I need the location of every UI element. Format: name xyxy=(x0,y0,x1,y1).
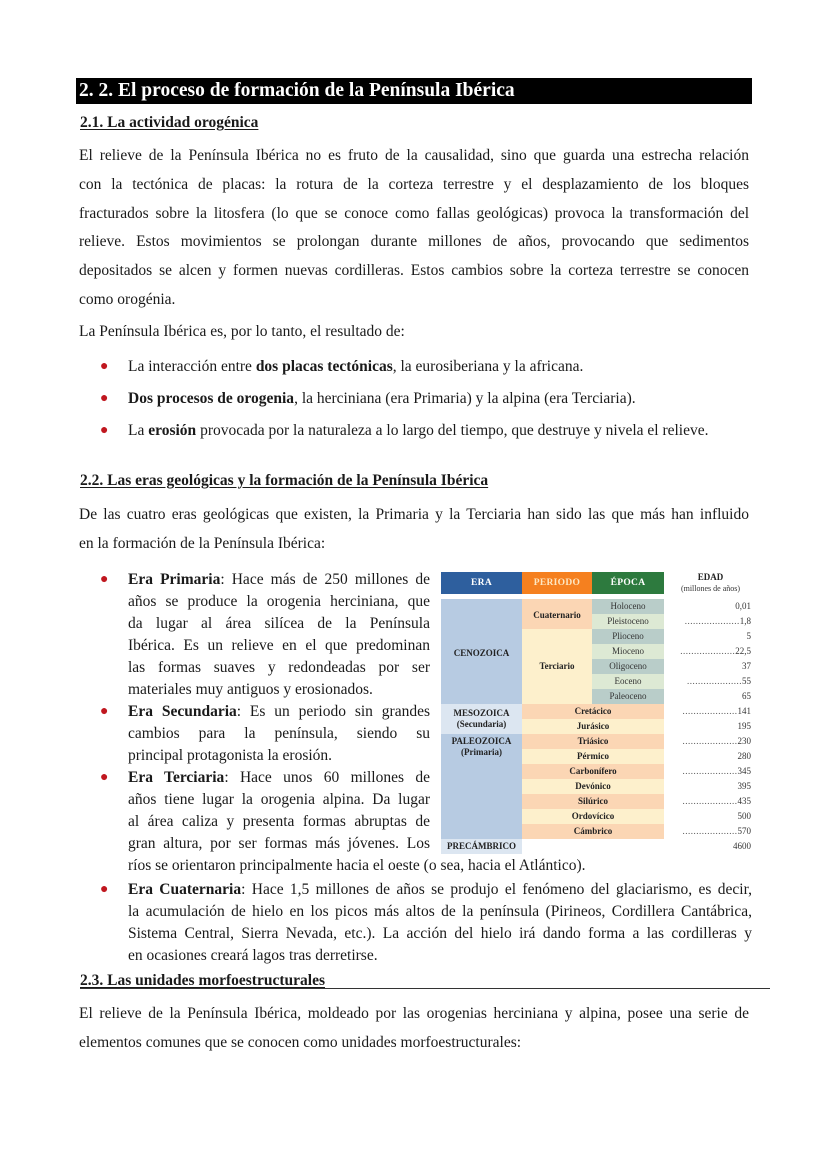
header-epoca: ÉPOCA xyxy=(592,572,664,594)
text-line: fracturados sobre la litosfera (lo que se conoce como fallas geológicas) provoca la transformación del xyxy=(79,204,749,222)
bold-text: Era Primaria xyxy=(128,571,221,588)
age-value: 65 xyxy=(742,691,751,701)
text-line: gran altura, por ser formas más jóvenes. Los xyxy=(128,835,430,852)
text-line: Ibérica. Es un relieve en el que predominan xyxy=(128,637,430,654)
bold-text: Dos procesos de orogenia xyxy=(128,390,295,407)
text-line: la acumulación de hielo en los picos más altos de la península (Pirineos, Cordillera Cantábrica, xyxy=(128,903,752,920)
section-title: 2. 2. El proceso de formación de la Península Ibérica xyxy=(76,78,752,104)
heading-underline-rule xyxy=(80,988,770,989)
epoca-cell: Pleistoceno xyxy=(592,614,664,629)
text-line: las formas suaves y redondeadas por ser xyxy=(128,659,430,676)
age-value: 570 xyxy=(737,826,751,836)
text-line: al área caliza y presenta formas abruptas de xyxy=(128,813,430,830)
age-value: 500 xyxy=(737,811,751,821)
periodo-cell: Silúrico xyxy=(522,794,664,809)
age-cell xyxy=(664,674,757,689)
age-value: 22,5 xyxy=(735,646,751,656)
header-periodo: PERIODO xyxy=(522,572,592,594)
epoca-cell: Eoceno xyxy=(592,674,664,689)
age-value: 345 xyxy=(737,766,751,776)
age-cell xyxy=(664,629,757,644)
text-line: en la formación de la Península Ibérica: xyxy=(79,534,326,552)
bold-text: Era Secundaria xyxy=(128,703,237,720)
age-value: 395 xyxy=(737,781,751,791)
age-cell xyxy=(664,704,757,719)
age-value: 0,01 xyxy=(735,601,751,611)
text-line: como orogénia. xyxy=(79,290,176,308)
periodo-cuaternario: Cuaternario xyxy=(522,599,592,629)
age-cell xyxy=(664,614,757,629)
age-cell xyxy=(664,779,757,794)
list-item-era-secundaria xyxy=(100,701,430,767)
heading-2-3: 2.3. Las unidades morfoestructurales xyxy=(80,972,325,989)
bullet-icon: ● xyxy=(100,391,109,406)
periodo-cell: Triásico xyxy=(522,734,664,749)
text: La interacción entre xyxy=(128,358,256,375)
age-value: 55 xyxy=(742,676,751,686)
bold-text: erosión xyxy=(148,422,197,439)
epoca-cell: Holoceno xyxy=(592,599,664,614)
epoca-cell: Paleoceno xyxy=(592,689,664,704)
era-label: PALEOZOICA xyxy=(451,736,512,746)
periodo-cell: Cámbrico xyxy=(522,824,664,839)
paragraph-orogenic-activity xyxy=(79,142,749,315)
leader-dots: .................... xyxy=(682,796,738,806)
era-sublabel: (Primaria) xyxy=(461,747,502,757)
text: provocada por la naturaleza a lo largo del tiempo, que destruye y nivela el relieve. xyxy=(196,422,709,439)
header-era: ERA xyxy=(441,572,522,594)
bullet-icon: ● xyxy=(100,882,109,897)
bullet-icon: ● xyxy=(100,704,109,719)
list-item xyxy=(100,415,760,447)
paragraph-eras-intro xyxy=(79,501,749,559)
age-value: 230 xyxy=(737,736,751,746)
text: : Hace más de 250 millones de xyxy=(220,571,430,588)
text: La xyxy=(128,422,149,439)
text-line: De las cuatro eras geológicas que existen, la Primaria y la Terciaria han sido las que más han influido xyxy=(79,506,749,523)
epoca-cell: Mioceno xyxy=(592,644,664,659)
text-line: con la tectónica de placas: la rotura de la corteza terrestre y el desplazamiento de los bloques xyxy=(79,175,749,193)
text-line: principal protagonista la erosión. xyxy=(128,747,333,764)
text: , la eurosiberiana y la africana. xyxy=(392,358,584,375)
bullet-icon: ● xyxy=(100,423,109,438)
text-line: elementos comunes que se conocen como unidades morfoestructurales: xyxy=(79,1033,522,1051)
age-cell xyxy=(664,809,757,824)
periodo-cell: Carbonífero xyxy=(522,764,664,779)
age-value: 1,8 xyxy=(739,616,751,626)
era-label: MESOZOICA xyxy=(453,708,510,718)
text-line: materiales muy antiguos y erosionados. xyxy=(128,681,373,698)
list-item xyxy=(100,383,760,415)
text: : Hace 1,5 millones de años se produjo el fenómeno del glaciarismo, es decir, xyxy=(241,881,753,898)
age-value: 141 xyxy=(737,706,751,716)
age-cell xyxy=(664,599,757,614)
header-edad-label: EDAD xyxy=(697,572,724,582)
text-line: en ocasiones creará lagos tras derretirse. xyxy=(128,947,378,964)
text-line: años se produce la orogenia herciniana, que xyxy=(128,593,430,610)
age-value: 195 xyxy=(737,721,751,731)
heading-2-2: 2.2. Las eras geológicas y la formación de la Península Ibérica xyxy=(80,472,489,489)
age-cell xyxy=(664,749,757,764)
age-cell xyxy=(664,824,757,839)
text: : Hace unos 60 millones de xyxy=(224,769,430,786)
era-sublabel: (Secundaria) xyxy=(456,719,507,729)
paragraph-morphostructural xyxy=(79,1000,749,1058)
heading-2-1: 2.1. La actividad orogénica xyxy=(80,114,259,131)
epoca-cell: Plioceno xyxy=(592,629,664,644)
text-line: ríos se orientaron principalmente hacia el oeste (o sea, hacia el Atlántico). xyxy=(128,857,586,874)
paragraph-result-intro xyxy=(79,318,749,347)
periodo-terciario: Terciario xyxy=(522,629,592,704)
periodo-cell: Pérmico xyxy=(522,749,664,764)
leader-dots: .................... xyxy=(682,766,738,776)
age-cell xyxy=(664,719,757,734)
text-line: Sistema Central, Sierra Nevada, etc.). La acción del hielo irá dando forma a las cordilleras y xyxy=(128,925,752,942)
header-edad xyxy=(664,572,757,594)
age-precambrico: 4600 xyxy=(733,841,751,851)
bullet-icon: ● xyxy=(100,572,109,587)
list-item xyxy=(100,351,760,383)
text-line: da lugar al área silícea de la Península xyxy=(128,615,430,632)
age-value: 435 xyxy=(737,796,751,806)
age-cell xyxy=(664,794,757,809)
leader-dots: .................... xyxy=(682,706,738,716)
periodo-cell: Jurásico xyxy=(522,719,664,734)
periodo-cell: Ordovícico xyxy=(522,809,664,824)
bold-text: Era Cuaternaria xyxy=(128,881,242,898)
bold-text: dos placas tectónicas xyxy=(255,358,393,375)
list-item-era-cuaternaria xyxy=(100,879,752,967)
age-cell xyxy=(664,659,757,674)
text-line: El relieve de la Península Ibérica no es fruto de la causalidad, sino que guarda una estrecha relación xyxy=(79,147,749,164)
leader-dots: .................... xyxy=(682,826,738,836)
leader-dots: .................... xyxy=(682,736,738,746)
epoca-cell: Oligoceno xyxy=(592,659,664,674)
age-cell xyxy=(664,764,757,779)
bullet-icon: ● xyxy=(100,359,109,374)
text-line: La Península Ibérica es, por lo tanto, el resultado de: xyxy=(79,323,405,340)
era-mesozoica xyxy=(441,704,522,734)
text-line: depositados se alcen y formen nuevas cordilleras. Estos cambios sobre la corteza terrestre se conocen xyxy=(79,262,749,280)
header-edad-sublabel: (millones de años) xyxy=(680,584,741,593)
era-precambrico: PRECÁMBRICO xyxy=(441,839,522,854)
geological-time-table xyxy=(441,572,757,854)
list-item-era-primaria xyxy=(100,569,430,701)
bullet-icon: ● xyxy=(100,770,109,785)
age-cell xyxy=(664,689,757,704)
era-paleozoica xyxy=(441,734,522,839)
age-cell xyxy=(664,734,757,749)
leader-dots: .................... xyxy=(680,646,736,656)
text: : Es un periodo sin grandes xyxy=(236,703,430,720)
text: , la herciniana (era Primaria) y la alpina (era Terciaria). xyxy=(294,390,636,407)
periodo-cell: Cretácico xyxy=(522,704,664,719)
result-bullet-list xyxy=(100,351,760,447)
age-cell xyxy=(664,644,757,659)
leader-dots: .................... xyxy=(684,616,740,626)
era-cenozoica: CENOZOICA xyxy=(441,599,522,704)
bold-text: Era Terciaria xyxy=(128,769,225,786)
age-value: 37 xyxy=(742,661,751,671)
text-line: relieve. Estos movimientos se prolongan durante millones de años, provocando que sedimentos xyxy=(79,233,749,251)
periodo-cell: Devónico xyxy=(522,779,664,794)
text-line: cambios para la península, siendo su xyxy=(128,725,430,742)
leader-dots: .................... xyxy=(687,676,742,686)
age-value: 5 xyxy=(746,631,751,641)
text-line: El relieve de la Península Ibérica, moldeado por las orogenias herciniana y alpina, posee una serie de xyxy=(79,1005,749,1022)
age-value: 280 xyxy=(737,751,751,761)
text-line: años tiene lugar la orogenia alpina. Da lugar xyxy=(128,791,430,808)
